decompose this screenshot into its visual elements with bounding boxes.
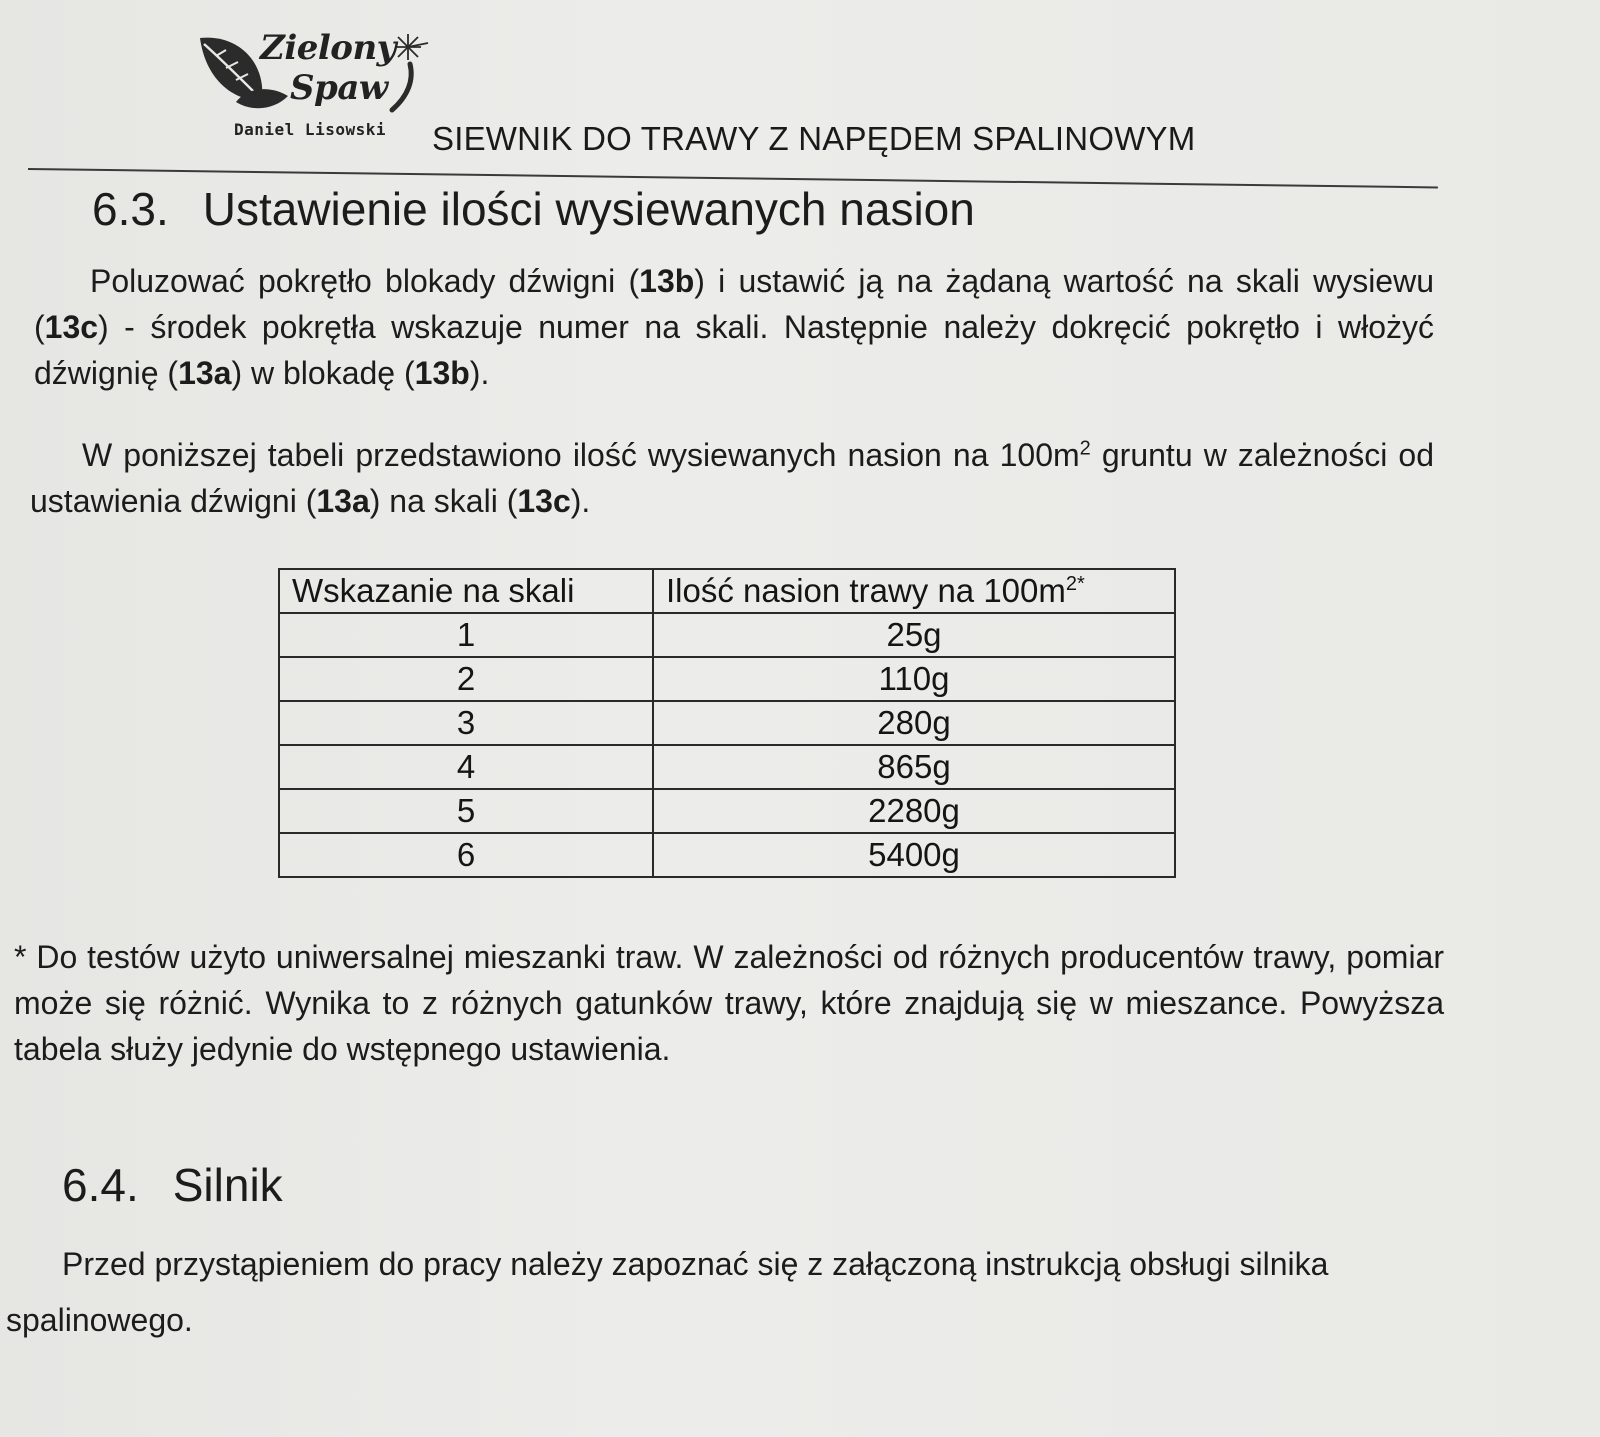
- section-title: Ustawienie ilości wysiewanych nasion: [202, 183, 975, 235]
- table-row: [279, 657, 1175, 701]
- paragraph-table-intro: [30, 432, 1434, 524]
- cell-scale: 2: [279, 657, 653, 701]
- text-run: W poniższej tabeli przedstawiono ilość wysiewanych nasion na 100m: [82, 437, 1080, 473]
- text-run: ) w blokadę (: [231, 355, 415, 391]
- text-run: ) - środek pokrętła wskazuje numer na skali. Następnie należy dokręcić pokrętło i włożyć dźwignię (: [34, 309, 1434, 391]
- superscript: 2: [1079, 437, 1091, 460]
- text-run: ) i ustawić ją na żądaną wartość na skali wysiewu (: [34, 263, 1435, 345]
- paragraph-seed-setting: [34, 258, 1434, 396]
- ref-13c: 13c: [517, 483, 571, 519]
- logo-author: Daniel Lisowski: [234, 120, 386, 139]
- text-run: ).: [469, 355, 490, 391]
- cell-amount: 110g: [653, 657, 1175, 701]
- cell-scale: 5: [279, 789, 653, 833]
- section-heading-6-4: [62, 1158, 283, 1212]
- ref-13c: 13c: [44, 309, 99, 345]
- header-scale: Wskazanie na skali: [279, 569, 653, 613]
- text-run: gruntu w zależności od ustawienia dźwigni (: [30, 437, 1435, 519]
- cell-amount: 280g: [653, 701, 1175, 745]
- cell-scale: 1: [279, 613, 653, 657]
- ref-13b: 13b: [414, 355, 470, 391]
- ref-13b: 13b: [639, 263, 695, 299]
- cell-amount: 5400g: [653, 833, 1175, 877]
- logo-text-line1: Zielony: [260, 28, 396, 68]
- ref-13a: 13a: [316, 483, 370, 519]
- cell-scale: 4: [279, 745, 653, 789]
- section-number: 6.4.: [62, 1159, 139, 1211]
- logo-text-line2: Spaw: [290, 68, 388, 108]
- ref-13a: 13a: [178, 355, 232, 391]
- cell-amount: 2280g: [653, 789, 1175, 833]
- table-row: [279, 613, 1175, 657]
- section-number: 6.3.: [92, 183, 169, 235]
- text-run: ).: [570, 483, 591, 519]
- logo: [196, 28, 436, 148]
- header-amount: [653, 569, 1175, 613]
- text-run: ) na skali (: [369, 483, 518, 519]
- cell-amount: 25g: [653, 613, 1175, 657]
- table-header-row: [279, 569, 1175, 613]
- header-amount-sup: 2*: [1065, 573, 1085, 595]
- cell-scale: 6: [279, 833, 653, 877]
- table-row: [279, 745, 1175, 789]
- page-header: [196, 28, 1436, 178]
- cell-amount: 865g: [653, 745, 1175, 789]
- table-row: [279, 789, 1175, 833]
- document-title: SIEWNIK DO TRAWY Z NAPĘDEM SPALINOWYM: [432, 120, 1196, 157]
- section-title: Silnik: [172, 1159, 283, 1211]
- section-heading-6-3: [92, 182, 975, 236]
- table-row: [279, 833, 1175, 877]
- header-amount-text: Ilość nasion trawy na 100m: [666, 572, 1066, 609]
- table-footnote: * Do testów użyto uniwersalnej mieszanki traw. W zależności od różnych producentów trawy, pomiar może się różnić. Wynika to z różnych gatunków trawy, które znajdują się w mieszance. Powyższa tabela służy jedynie do wstępnego ustawienia.: [14, 939, 1444, 1067]
- text-run: Poluzować pokrętło blokady dźwigni (: [90, 263, 640, 299]
- seed-amount-table: [278, 568, 1176, 878]
- cell-scale: 3: [279, 701, 653, 745]
- table-row: [279, 701, 1175, 745]
- paragraph-engine: Przed przystąpieniem do pracy należy zapoznać się z załączoną instrukcją obsługi silnika spalinowego.: [6, 1246, 1329, 1338]
